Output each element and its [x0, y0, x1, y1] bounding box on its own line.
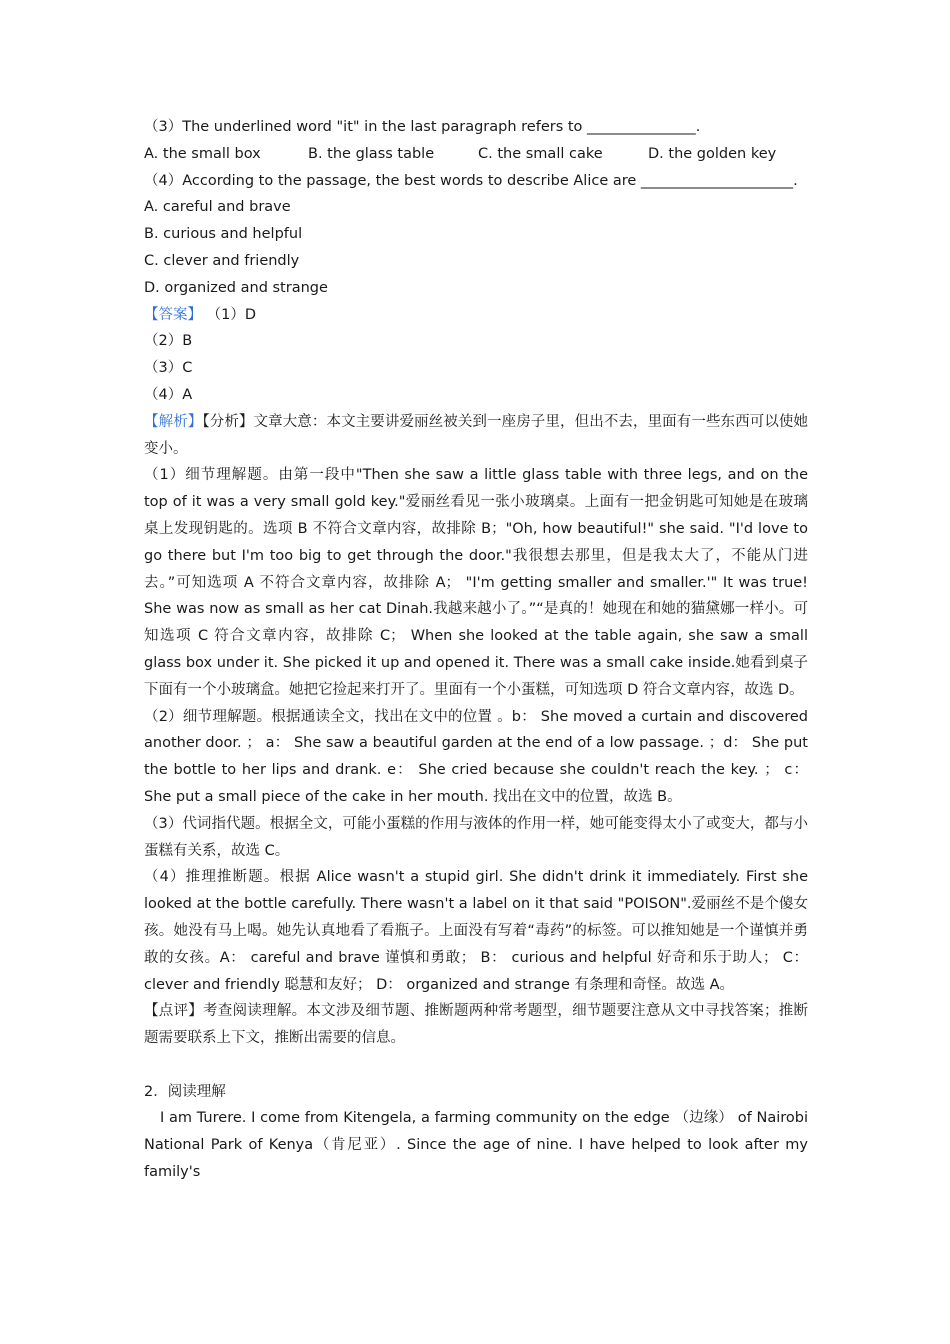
document-page — [144, 114, 808, 1186]
analysis-tag: 【解析】 — [144, 413, 203, 430]
section-2-passage: I am Turere. I come from Kitengela, a farming community on the edge （边缘） of Nairobi National Park of Kenya（肯尼亚）. Since the age of nine. I have helped to look after my family's — [144, 1110, 808, 1181]
section-2-heading: 2．阅读理解 — [144, 1083, 226, 1100]
q3-option-c: C. the small cake — [478, 145, 603, 162]
analysis-intro-text: 【分析】文章大意：本文主要讲爱丽丝被关到一座房子里，但出不去，里面有一些东西可以使她变小。 — [144, 413, 809, 457]
answer-block — [144, 302, 808, 329]
analysis-comment: 【点评】考查阅读理解。本文涉及细节题、推断题两种常考题型，细节题要注意从文中寻找答案；推断题需要联系上下文，推断出需要的信息。 — [144, 1003, 808, 1047]
q4-option-b: B. curious and helpful — [144, 226, 303, 243]
q4-option-c: C. clever and friendly — [144, 252, 300, 269]
question-3-options — [144, 141, 808, 168]
q3-option-a: A. the small box — [144, 145, 261, 162]
analysis-question-3: （3）代词指代题。根据全文，可能小蛋糕的作用与液体的作用一样，她可能变得太小了或变大，都与小蛋糕有关系，故选 C。 — [144, 815, 808, 859]
analysis-question-4: （4）推理推断题。根据 Alice wasn't a stupid girl. She didn't drink it immediately. First she looked at the bottle carefully. There wasn't a label on it that said "POISON".爱丽丝不是个傻女孩。她没有马上喝。她先认真地看了看瓶子。上面没有写着“毒药”的标签。可以推知她是一个谨慎并勇敢的女孩。A： careful and brave 谨慎和勇敢； B： curious and helpful 好奇和乐于助人； C： clever and friendly 聪慧和友好； D： organized and strange 有条理和奇怪。故选 A。 — [144, 869, 808, 993]
question-3-stem: （3）The underlined word "it" in the last paragraph refers to _______________. — [144, 119, 701, 135]
q3-option-d: D. the golden key — [648, 145, 777, 162]
q4-option-d: D. organized and strange — [144, 279, 328, 296]
q4-option-a: A. careful and brave — [144, 199, 291, 216]
analysis-question-2: （2）细节理解题。根据通读全文，找出在文中的位置 。b： She moved a curtain and discovered another door. ； a： She saw a beautiful garden at the end of a low passage. ；d： She put the bottle to her lips and drank. e： She cried because she couldn't reach the key. ； c： She put a small piece of the cake in her mouth. 找出在文中的位置，故选 B。 — [144, 708, 808, 805]
answer-2: （2）B — [144, 333, 193, 350]
answer-tag: 【答案】 — [144, 306, 202, 323]
analysis-intro — [144, 409, 808, 463]
answer-3: （3）C — [144, 360, 193, 377]
question-4-stem: （4）According to the passage, the best words to describe Alice are _____________________. — [144, 172, 798, 189]
q3-option-b: B. the glass table — [308, 145, 435, 162]
answer-4: （4）A — [144, 386, 193, 403]
analysis-question-1: （1）细节理解题。由第一段中"Then she saw a little glass table with three legs, and on the top of it was a very small gold key."爱丽丝看见一张小玻璃桌。上面有一把金钥匙可知她是在玻璃桌上发现钥匙的。选项 B 不符合文章内容，故排除 B；"Oh, how beautiful!" she said. "I'd love to go there but I'm too big to get through the door."我很想去那里，但是我太大了，不能从门进去。”可知选项 A 不符合文章内容，故排除 A； "I'm getting smaller and smaller.'" It was true! She was now as small as her cat Dinah.我越来越小了。”“是真的！她现在和她的猫黛娜一样小。可知选项 C 符合文章内容，故排除 C； When she looked at the table again, she saw a small glass box under it. She picked it up and opened it. There was a small cake inside.她看到桌子下面有一个小玻璃盒。她把它捡起来打开了。里面有一个小蛋糕，可知选项 D 符合文章内容，故选 D。 — [144, 467, 808, 698]
section-spacer — [144, 1052, 808, 1079]
answer-1: （1）D — [206, 306, 256, 323]
